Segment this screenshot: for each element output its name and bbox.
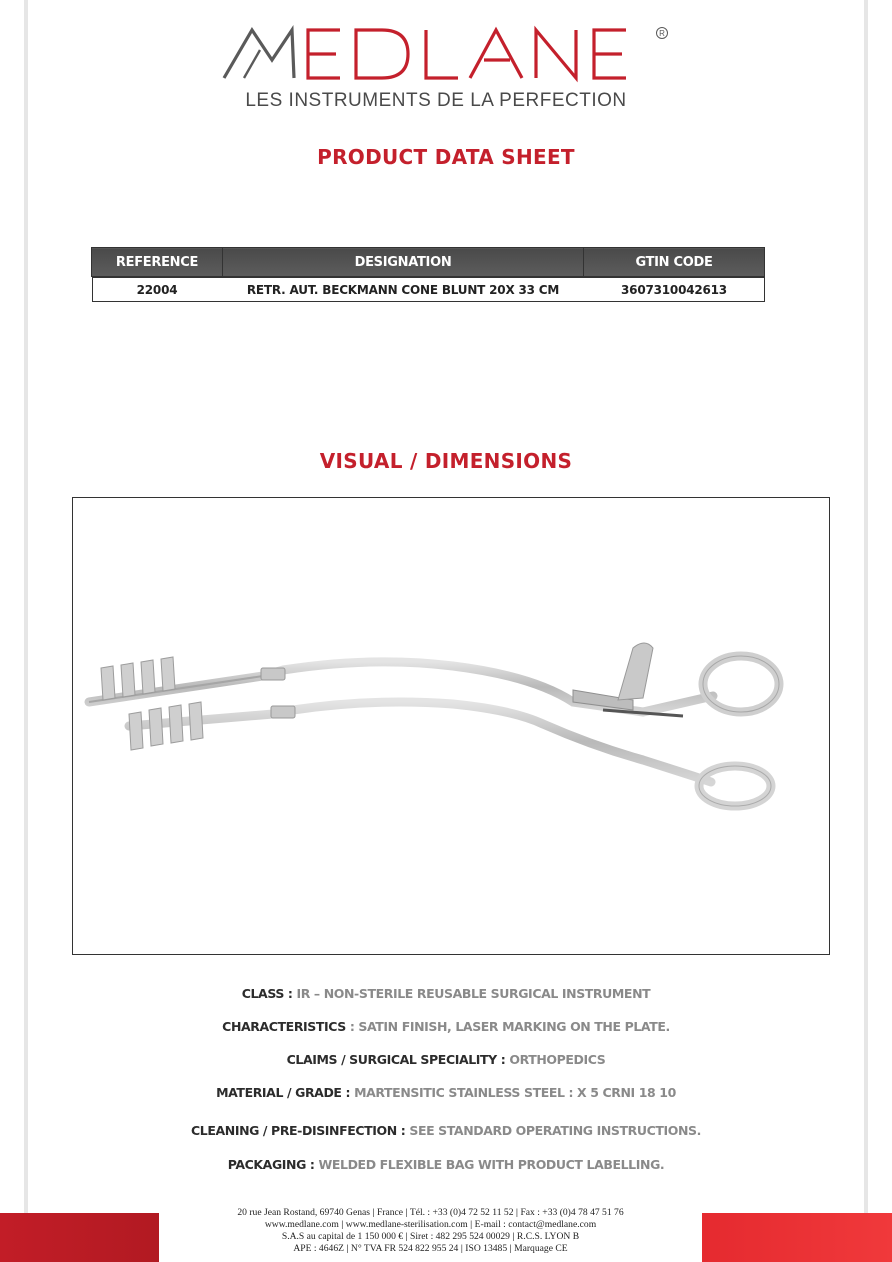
header-reference: REFERENCE — [92, 248, 223, 277]
brand-logo — [222, 22, 672, 111]
footer-separator: | — [372, 1207, 375, 1218]
footer-line-4 — [159, 1243, 702, 1255]
footer-iso: ISO 13485 — [465, 1243, 508, 1254]
footer-bar-right — [702, 1213, 892, 1262]
footer-separator: | — [460, 1243, 463, 1254]
spec-label: CLEANING / PRE-DISINFECTION : — [191, 1123, 406, 1138]
svg-text:R: R — [659, 29, 665, 38]
footer-line-2 — [159, 1219, 702, 1231]
footer-separator: | — [509, 1243, 512, 1254]
reference-table — [91, 247, 765, 302]
cell-gtin: 3607310042613 — [621, 282, 727, 297]
retractor-instrument-icon — [73, 498, 828, 953]
footer-separator: | — [405, 1207, 408, 1218]
spec-label: CLAIMS / SURGICAL SPECIALITY : — [286, 1052, 506, 1067]
cell-reference: 22004 — [136, 282, 178, 297]
footer-fax: Fax : +33 (0)4 78 47 51 76 — [520, 1207, 624, 1218]
spec-class — [0, 986, 892, 1001]
footer-capital: S.A.S au capital de 1 150 000 € — [281, 1231, 404, 1242]
spec-value: WELDED FLEXIBLE BAG WITH PRODUCT LABELLING. — [314, 1157, 665, 1172]
spec-value: : SATIN FINISH, LASER MARKING ON THE PLATE. — [345, 1019, 670, 1034]
footer-separator: | — [470, 1219, 473, 1230]
product-sheet-title: PRODUCT DATA SHEET — [317, 145, 575, 169]
spec-cleaning — [0, 1123, 892, 1138]
spec-label: CLASS : — [241, 986, 293, 1001]
spec-label: MATERIAL / GRADE : — [216, 1085, 351, 1100]
footer-separator: | — [346, 1243, 349, 1254]
spec-characteristics — [0, 1019, 892, 1034]
footer-address: 20 rue Jean Rostand, 69740 Genas — [237, 1207, 371, 1218]
spec-value: SEE STANDARD OPERATING INSTRUCTIONS. — [405, 1123, 701, 1138]
footer-separator: | — [405, 1231, 408, 1242]
footer-email[interactable]: E-mail : contact@medlane.com — [474, 1219, 597, 1230]
cell-designation: RETR. AUT. BECKMANN CONE BLUNT 20X 33 CM — [246, 282, 560, 297]
spec-material — [0, 1085, 892, 1100]
footer-bar-left — [0, 1213, 159, 1262]
footer-rcs: R.C.S. LYON B — [516, 1231, 580, 1242]
footer-siret: Siret : 482 295 524 00029 — [410, 1231, 510, 1242]
table-header-row — [92, 248, 765, 277]
spec-label: PACKAGING : — [227, 1157, 315, 1172]
company-footer — [159, 1207, 702, 1255]
footer-country: France — [376, 1207, 404, 1218]
footer-line-3 — [159, 1231, 702, 1243]
footer-website-sterilisation[interactable]: www.medlane-sterilisation.com — [345, 1219, 468, 1230]
footer-ape: APE : 4646Z — [293, 1243, 344, 1254]
header-designation: DESIGNATION — [223, 248, 584, 277]
footer-separator: | — [512, 1231, 515, 1242]
medlane-logo-icon — [222, 22, 672, 84]
product-visual-frame — [72, 497, 830, 955]
spec-packaging — [0, 1157, 892, 1172]
visual-title: VISUAL / DIMENSIONS — [319, 449, 573, 473]
spec-label: CHARACTERISTICS — [222, 1019, 346, 1034]
spec-claims — [0, 1052, 892, 1067]
spec-value: ORTHOPEDICS — [505, 1052, 606, 1067]
table-row — [92, 277, 765, 303]
footer-tva: N° TVA FR 524 822 955 24 — [350, 1243, 459, 1254]
spec-value: IR – NON-STERILE REUSABLE SURGICAL INSTRUMENT — [292, 986, 651, 1001]
footer-website[interactable]: www.medlane.com — [264, 1219, 339, 1230]
footer-phone: Tél. : +33 (0)4 72 52 11 52 — [409, 1207, 514, 1218]
footer-separator: | — [515, 1207, 519, 1218]
footer-ce-marking: Marquage CE — [514, 1243, 568, 1254]
footer-line-1 — [159, 1207, 702, 1219]
header-gtin: GTIN CODE — [584, 248, 765, 277]
footer-separator: | — [341, 1219, 344, 1230]
spec-value: MARTENSITIC STAINLESS STEEL : X 5 CRNI 18 10 — [350, 1085, 676, 1100]
brand-tagline: LES INSTRUMENTS DE LA PERFECTION — [245, 90, 627, 111]
